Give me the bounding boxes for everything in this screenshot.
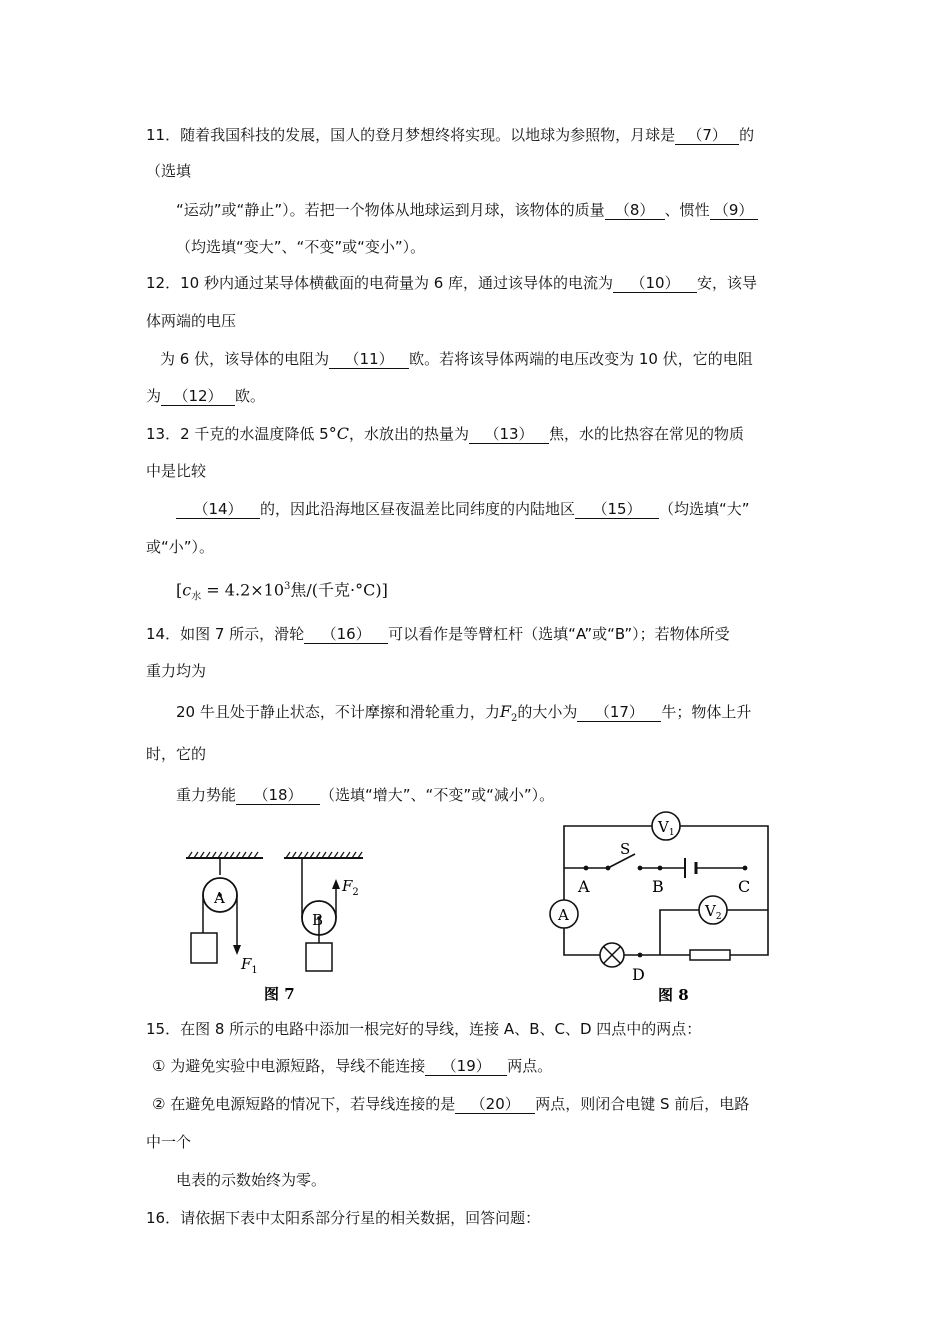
- q14-line5: 重力势能 （18） （选填“增大”、“不变”或“减小”）。: [176, 786, 555, 804]
- ceiling-left: [186, 852, 263, 858]
- blank-9[interactable]: （9）: [710, 201, 758, 220]
- label-v2: $V_2$: [705, 902, 722, 922]
- pulley-a: [191, 858, 241, 963]
- q15-line5: 电表的示数始终为零。: [176, 1171, 327, 1189]
- label-ammeter: A: [558, 906, 569, 924]
- q15-line4: 中一个: [146, 1133, 192, 1151]
- blank-16[interactable]: （16）: [304, 625, 388, 644]
- q12-line1: 12．10 秒内通过某导体横截面的电荷量为 6 库，通过该导体的电流为 （10） 安，该导: [146, 274, 758, 292]
- q11-line3: “运动”或“静止”）。若把一个物体从地球运到月球，该物体的质量 （8） 、惯性 （9）: [176, 199, 758, 221]
- blank-19[interactable]: （19）: [425, 1057, 507, 1076]
- q12-line2: 体两端的电压: [146, 312, 237, 330]
- switch-contact-right: [638, 866, 643, 871]
- label-v1: $V_1$: [658, 818, 675, 838]
- label-force-2: $F_2$: [342, 877, 359, 898]
- blank-14[interactable]: （14）: [176, 500, 260, 519]
- figure-8-circuit: [540, 810, 775, 1010]
- q13-line3: （14） 的，因此沿海地区昼夜温差比同纬度的内陆地区 （15） （均选填“大”: [176, 498, 750, 520]
- figure-7-caption: 图 7: [264, 985, 295, 1003]
- q13-line1: 13．2 千克的水温度降低 5°C，水放出的热量为 （13） 焦，水的比热容在常见的物质: [146, 424, 744, 443]
- q11-line2: （选填: [146, 162, 192, 180]
- label-point-a: A: [578, 877, 590, 896]
- blank-18[interactable]: （18）: [236, 786, 320, 805]
- celsius-unit: °C: [328, 424, 349, 443]
- blank-13[interactable]: （13）: [469, 425, 549, 444]
- label-force-1: $F_1$: [241, 955, 258, 976]
- q14-line2: 重力均为: [146, 662, 207, 680]
- lamp-icon: [600, 943, 624, 967]
- q13-line4: 或“小”）。: [146, 538, 215, 556]
- label-pulley-b: B: [312, 911, 324, 929]
- specific-heat-formula: [$c_水 = 4.2\times 10^3$焦/(千克·°C)]: [176, 580, 388, 603]
- q14-line3: 20 牛且处于静止状态，不计摩擦和滑轮重力，力$F_2$的大小为 （17） 牛；物体上升: [176, 702, 752, 725]
- label-point-b: B: [652, 877, 664, 896]
- label-point-d: D: [632, 965, 645, 984]
- label-point-c: C: [738, 877, 751, 896]
- q15-line2: ① 为避免实验中电源短路，导线不能连接 （19） 两点。: [152, 1057, 553, 1075]
- q15-line3: ② 在避免电源短路的情况下，若导线连接的是 （20） 两点，则闭合电键 S 前后，电路: [152, 1095, 750, 1113]
- q13-line2: 中是比较: [146, 462, 207, 480]
- q11-line1: 11．随着我国科技的发展，国人的登月梦想终将实现。以地球为参照物，月球是 （7） 的: [146, 126, 755, 144]
- q12-line4: 为 （12） 欧。: [146, 387, 266, 405]
- figure-7-pulleys: [178, 845, 368, 1010]
- blank-15[interactable]: （15）: [575, 500, 659, 519]
- figure-8-caption: 图 8: [658, 986, 689, 1004]
- q14-line4: 时，它的: [146, 745, 207, 763]
- point-a-dot: [584, 866, 589, 871]
- resistor: [690, 950, 730, 960]
- blank-7[interactable]: （7）: [675, 126, 739, 145]
- blank-10[interactable]: （10）: [613, 274, 697, 293]
- q16-line1: 16．请依据下表中太阳系部分行星的相关数据，回答问题：: [146, 1209, 541, 1227]
- blank-12[interactable]: （12）: [161, 387, 235, 406]
- point-d-dot: [638, 953, 643, 958]
- battery: [685, 858, 696, 878]
- label-switch: S: [620, 840, 631, 858]
- point-b-dot: [658, 866, 663, 871]
- switch-contact-left: [606, 866, 611, 871]
- point-c-dot: [743, 866, 748, 871]
- ceiling-right: [284, 852, 363, 858]
- blank-20[interactable]: （20）: [455, 1095, 535, 1114]
- blank-8[interactable]: （8）: [605, 201, 665, 220]
- label-pulley-a: A: [214, 889, 225, 907]
- q11-line4: （均选填“变大”、“不变”或“变小”）。: [176, 238, 426, 256]
- blank-17[interactable]: （17）: [577, 703, 661, 722]
- q12-line3: 为 6 伏，该导体的电阻为 （11） 欧。若将该导体两端的电压改变为 10 伏，它的电阻: [160, 350, 753, 368]
- blank-11[interactable]: （11）: [329, 350, 409, 369]
- q14-line1: 14．如图 7 所示，滑轮 （16） 可以看作是等臂杠杆（选填“A”或“B”）；若物体所受: [146, 625, 730, 643]
- q15-line1: 15．在图 8 所示的电路中添加一根完好的导线，连接 A、B、C、D 四点中的两点：: [146, 1020, 702, 1038]
